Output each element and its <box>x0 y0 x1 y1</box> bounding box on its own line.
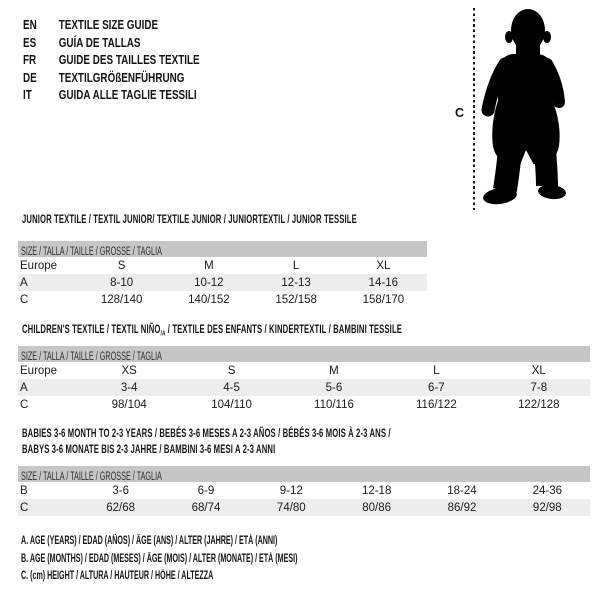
children-size-table <box>18 362 590 413</box>
junior-size-header-bar <box>18 241 427 257</box>
age-cell: 18-24 <box>447 484 477 497</box>
table-row-age <box>18 379 590 396</box>
age-cell: 9-12 <box>279 484 303 497</box>
table-row-age-months <box>18 482 590 499</box>
row-label: C <box>20 501 29 514</box>
children-section-title <box>22 322 402 338</box>
children-title-main: CHILDREN'S TEXTILE / TEXTIL NIÑO <box>22 322 161 336</box>
height-cell: 98/104 <box>111 398 147 411</box>
age-cell: 10-12 <box>194 276 224 289</box>
size-header-text: SIZE / TALLA / TAILLE / GRÖSSE / TAGLIA <box>21 351 162 363</box>
children-size-header-bar <box>18 346 590 362</box>
lang-title: GUIDE DES TAILLES TEXTILE <box>58 52 200 68</box>
age-cell: 5-6 <box>325 381 343 394</box>
table-row-europe <box>18 257 427 274</box>
size-cell: L <box>292 259 300 272</box>
size-header-text: SIZE / TALLA / TAILLE / GRÖSSE / TAGLIA <box>21 246 162 258</box>
height-cell: 110/116 <box>314 398 354 411</box>
table-row-europe <box>18 362 590 379</box>
row-label: C <box>20 398 29 411</box>
height-cell: 62/68 <box>106 501 136 514</box>
height-measure-label: C <box>455 106 465 120</box>
age-cell: 14-16 <box>368 276 399 289</box>
row-label: A <box>20 276 28 289</box>
babies-size-table <box>18 482 590 516</box>
height-cell: 122/128 <box>517 398 560 411</box>
lang-title: GUIDA ALLE TAGLIE TESSILI <box>58 87 197 103</box>
age-cell: 12-18 <box>361 484 392 497</box>
size-cell: M <box>329 364 339 377</box>
lang-row-en <box>23 16 200 34</box>
note-age-months: B. AGE (MONTHS) / EDAD (MESES) / ÂGE (MOIS) / ALTER (MONATE) / ETÀ (MESI) <box>21 552 298 565</box>
size-header-text: SIZE / TALLA / TAILLE / GRÖSSE / TAGLIA <box>21 471 162 483</box>
legend-notes <box>21 533 467 586</box>
age-cell: 6-9 <box>197 484 215 497</box>
note-height-cm: C. (cm) HEIGHT / ALTURA / HAUTEUR / HÖHE / ALTEZZA <box>21 570 214 582</box>
table-row-age <box>18 274 427 291</box>
lang-code: ES <box>23 34 37 50</box>
height-cell: 92/98 <box>532 501 562 514</box>
row-label: A <box>20 381 28 394</box>
children-title-subscript: /A <box>160 328 166 338</box>
height-cell: 152/158 <box>275 293 317 306</box>
lang-code: FR <box>23 52 37 68</box>
age-cell: 24-36 <box>532 484 563 497</box>
table-row-height <box>18 291 427 308</box>
size-cell: S <box>117 259 126 272</box>
lang-row-de <box>23 69 200 87</box>
language-title-list <box>23 16 255 104</box>
height-cell: 128/140 <box>100 293 143 306</box>
age-cell: 8-10 <box>110 276 134 289</box>
height-cell: 158/170 <box>362 293 405 306</box>
table-row-height <box>18 499 590 516</box>
size-cell: XS <box>121 364 137 377</box>
size-cell: L <box>433 364 440 377</box>
height-cell: 74/80 <box>276 501 306 514</box>
row-label: C <box>20 293 29 306</box>
age-cell: 12-13 <box>281 276 311 289</box>
note-age-years: A. AGE (YEARS) / EDAD (AÑOS) / ÂGE (ANS) / ALTER (JAHRE) / ETÀ (ANNI) <box>21 535 278 547</box>
babies-section-title <box>22 426 391 457</box>
lang-code: IT <box>23 87 32 103</box>
babies-title-line2: BABYS 3-6 MONATE BIS 2-3 JAHRE / BAMBINI 3-6 MESI A 2-3 ANNI <box>22 441 276 456</box>
row-label: Europe <box>20 364 58 377</box>
size-cell: M <box>204 259 214 272</box>
junior-size-table <box>18 257 427 308</box>
children-title-rest: / TEXTILE DES ENFANTS / KINDERTEXTIL / BAMBINI TESSILE <box>165 322 403 336</box>
table-row-height <box>18 396 590 413</box>
lang-title: TEXTILGRÖßENFÜHRUNG <box>58 69 185 85</box>
height-cell: 140/152 <box>188 293 230 306</box>
height-cell: 104/110 <box>211 398 252 411</box>
baby-silhouette-icon <box>478 6 574 210</box>
lang-code: DE <box>23 69 37 85</box>
height-cell: 68/74 <box>191 501 221 514</box>
junior-section-title: JUNIOR TEXTILE / TEXTIL JUNIOR/ TEXTILE JUNIOR / JUNIORTEXTIL / JUNIOR TESSILE <box>22 212 357 226</box>
age-cell: 4-5 <box>223 381 240 394</box>
lang-title: GUÍA DE TALLAS <box>58 34 141 50</box>
lang-row-it <box>23 86 200 104</box>
age-cell: 3-4 <box>120 381 138 394</box>
height-cell: 116/122 <box>416 398 457 411</box>
row-label: Europe <box>20 259 58 272</box>
age-cell: 6-7 <box>428 381 445 394</box>
row-label: B <box>20 484 28 497</box>
height-cell: 86/92 <box>447 501 477 514</box>
babies-size-header-bar <box>18 466 590 482</box>
babies-title-line1: BABIES 3-6 MONTH TO 2-3 YEARS / BEBÉS 3-6 MESES A 2-3 AÑOS / BÉBÉS 3-6 MOIS À 2-3 ANS / <box>22 426 391 440</box>
age-cell: 7-8 <box>530 381 548 394</box>
lang-title: TEXTILE SIZE GUIDE <box>58 17 159 32</box>
height-measure-dashed-line <box>473 8 475 210</box>
age-cell: 3-6 <box>112 484 129 497</box>
lang-row-fr <box>23 51 200 69</box>
height-cell: 80/86 <box>362 501 392 514</box>
lang-row-es <box>23 34 200 52</box>
size-cell: XL <box>531 364 546 377</box>
lang-code: EN <box>23 17 37 32</box>
size-cell: XL <box>376 259 391 272</box>
size-cell: S <box>227 364 236 377</box>
